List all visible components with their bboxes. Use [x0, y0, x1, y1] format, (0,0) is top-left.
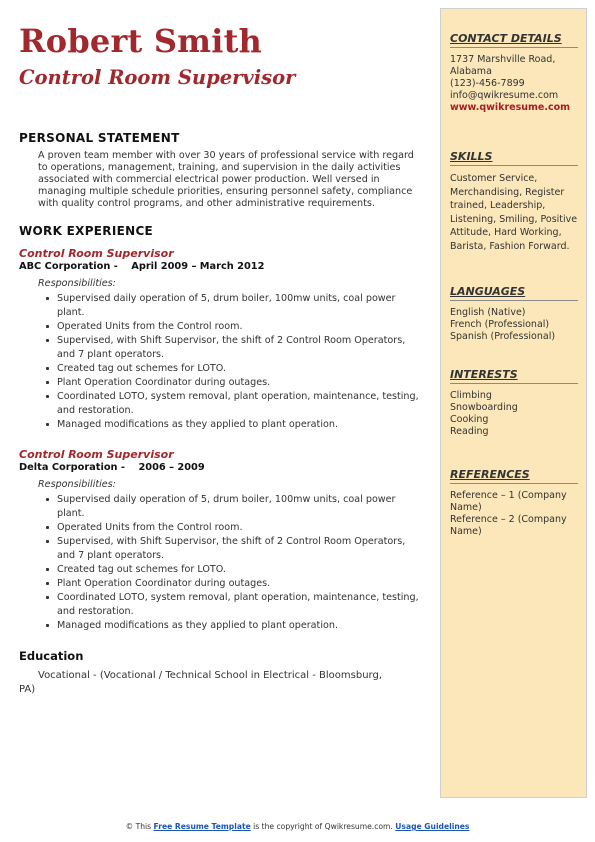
job-title: Control Room Supervisor — [19, 247, 174, 260]
education-line-1: Vocational - (Vocational / Technical School in Electrical - Bloomsburg, — [38, 670, 383, 681]
languages-section — [450, 285, 578, 343]
language-item: Spanish (Professional) — [450, 331, 556, 342]
skills-text: Customer Service, Merchandising, Register trained, Leadership, Listening, Smiling, Positive Attitude, Hard Working, Barista, Fashion Forward. — [450, 173, 578, 252]
phone: (123)-456-7899 — [450, 78, 525, 89]
contact-section — [450, 32, 578, 114]
list-item: Plant Operation Coordinator during outages. — [46, 577, 424, 591]
work-experience-heading: WORK EXPERIENCE — [19, 224, 154, 238]
personal-statement-heading: PERSONAL STATEMENT — [19, 131, 180, 145]
list-item: Coordinated LOTO, system removal, plant operation, maintenance, testing, and restoration. — [46, 591, 424, 619]
candidate-title: Control Room Supervisor — [19, 66, 296, 89]
interests-section — [450, 368, 578, 438]
references-section — [450, 468, 578, 538]
list-item: Created tag out schemes for LOTO. — [46, 563, 424, 577]
list-item: Operated Units from the Control room. — [46, 521, 424, 535]
sidebar — [440, 8, 587, 798]
reference-item: Reference – 1 (Company Name) — [450, 490, 567, 513]
contact-heading: CONTACT DETAILS — [450, 32, 578, 48]
list-item: Supervised, with Shift Supervisor, the shift of 2 Control Room Operators, and 7 plant operators. — [46, 334, 424, 362]
job-dates: 2006 – 2009 — [138, 462, 205, 473]
list-item: Managed modifications as they applied to plant operation. — [46, 418, 424, 432]
personal-statement-text: A proven team member with over 30 years of professional service with regard to operations, management, training, and supervision in the daily activities associated with commercial electrical power production. Well versed in managing multiple schedule priorities, ensuring personnel safety, compliance with quality control programs, and other administrative requirements. — [38, 150, 414, 209]
list-item: Supervised daily operation of 5, drum boiler, 100mw units, coal power plant. — [46, 493, 424, 521]
skills-section — [450, 150, 578, 253]
email[interactable]: info@qwikresume.com — [450, 90, 559, 101]
list-item: Plant Operation Coordinator during outages. — [46, 376, 424, 390]
list-item: Managed modifications as they applied to plant operation. — [46, 619, 424, 633]
usage-guidelines-link[interactable]: Usage Guidelines — [395, 822, 470, 831]
reference-item: Reference – 2 (Company Name) — [450, 514, 567, 537]
footer — [0, 822, 595, 831]
list-item: Supervised, with Shift Supervisor, the shift of 2 Control Room Operators, and 7 plant operators. — [46, 535, 424, 563]
job-company-line — [19, 261, 424, 272]
free-resume-template-link[interactable]: Free Resume Template — [153, 822, 251, 831]
main-content — [19, 131, 424, 697]
job-title: Control Room Supervisor — [19, 448, 174, 461]
list-item: Operated Units from the Control room. — [46, 320, 424, 334]
website-link[interactable]: www.qwikresume.com — [450, 102, 571, 113]
job-entry — [19, 448, 424, 633]
education-line-2: PA) — [19, 684, 36, 695]
interest-item: Cooking — [450, 414, 489, 425]
job-dates: April 2009 – March 2012 — [131, 261, 265, 272]
interests-heading: INTERESTS — [450, 368, 578, 384]
address-line-2: Alabama — [450, 66, 492, 77]
job-company-line — [19, 462, 424, 473]
references-heading: REFERENCES — [450, 468, 578, 484]
education-heading: Education — [19, 649, 84, 663]
address-line-1: 1737 Marshville Road, — [450, 54, 556, 65]
job-company: ABC Corporation - — [19, 261, 118, 272]
responsibilities-label: Responsibilities: — [38, 479, 116, 490]
interest-item: Climbing — [450, 390, 492, 401]
responsibilities-list — [19, 493, 424, 633]
list-item: Supervised daily operation of 5, drum boiler, 100mw units, coal power plant. — [46, 292, 424, 320]
education-entry — [19, 669, 424, 697]
footer-copyright: is the copyright of Qwikresume.com. — [253, 822, 393, 831]
interest-item: Snowboarding — [450, 402, 518, 413]
list-item: Coordinated LOTO, system removal, plant operation, maintenance, testing, and restoration. — [46, 390, 424, 418]
skills-heading: SKILLS — [450, 150, 578, 166]
responsibilities-label: Responsibilities: — [38, 278, 116, 289]
interest-item: Reading — [450, 426, 489, 437]
footer-prefix: © This — [125, 822, 152, 831]
responsibilities-list — [19, 292, 424, 432]
languages-heading: LANGUAGES — [450, 285, 578, 301]
language-item: English (Native) — [450, 307, 526, 318]
job-company: Delta Corporation - — [19, 462, 126, 473]
candidate-name: Robert Smith — [19, 22, 263, 60]
language-item: French (Professional) — [450, 319, 550, 330]
list-item: Created tag out schemes for LOTO. — [46, 362, 424, 376]
job-entry — [19, 247, 424, 432]
